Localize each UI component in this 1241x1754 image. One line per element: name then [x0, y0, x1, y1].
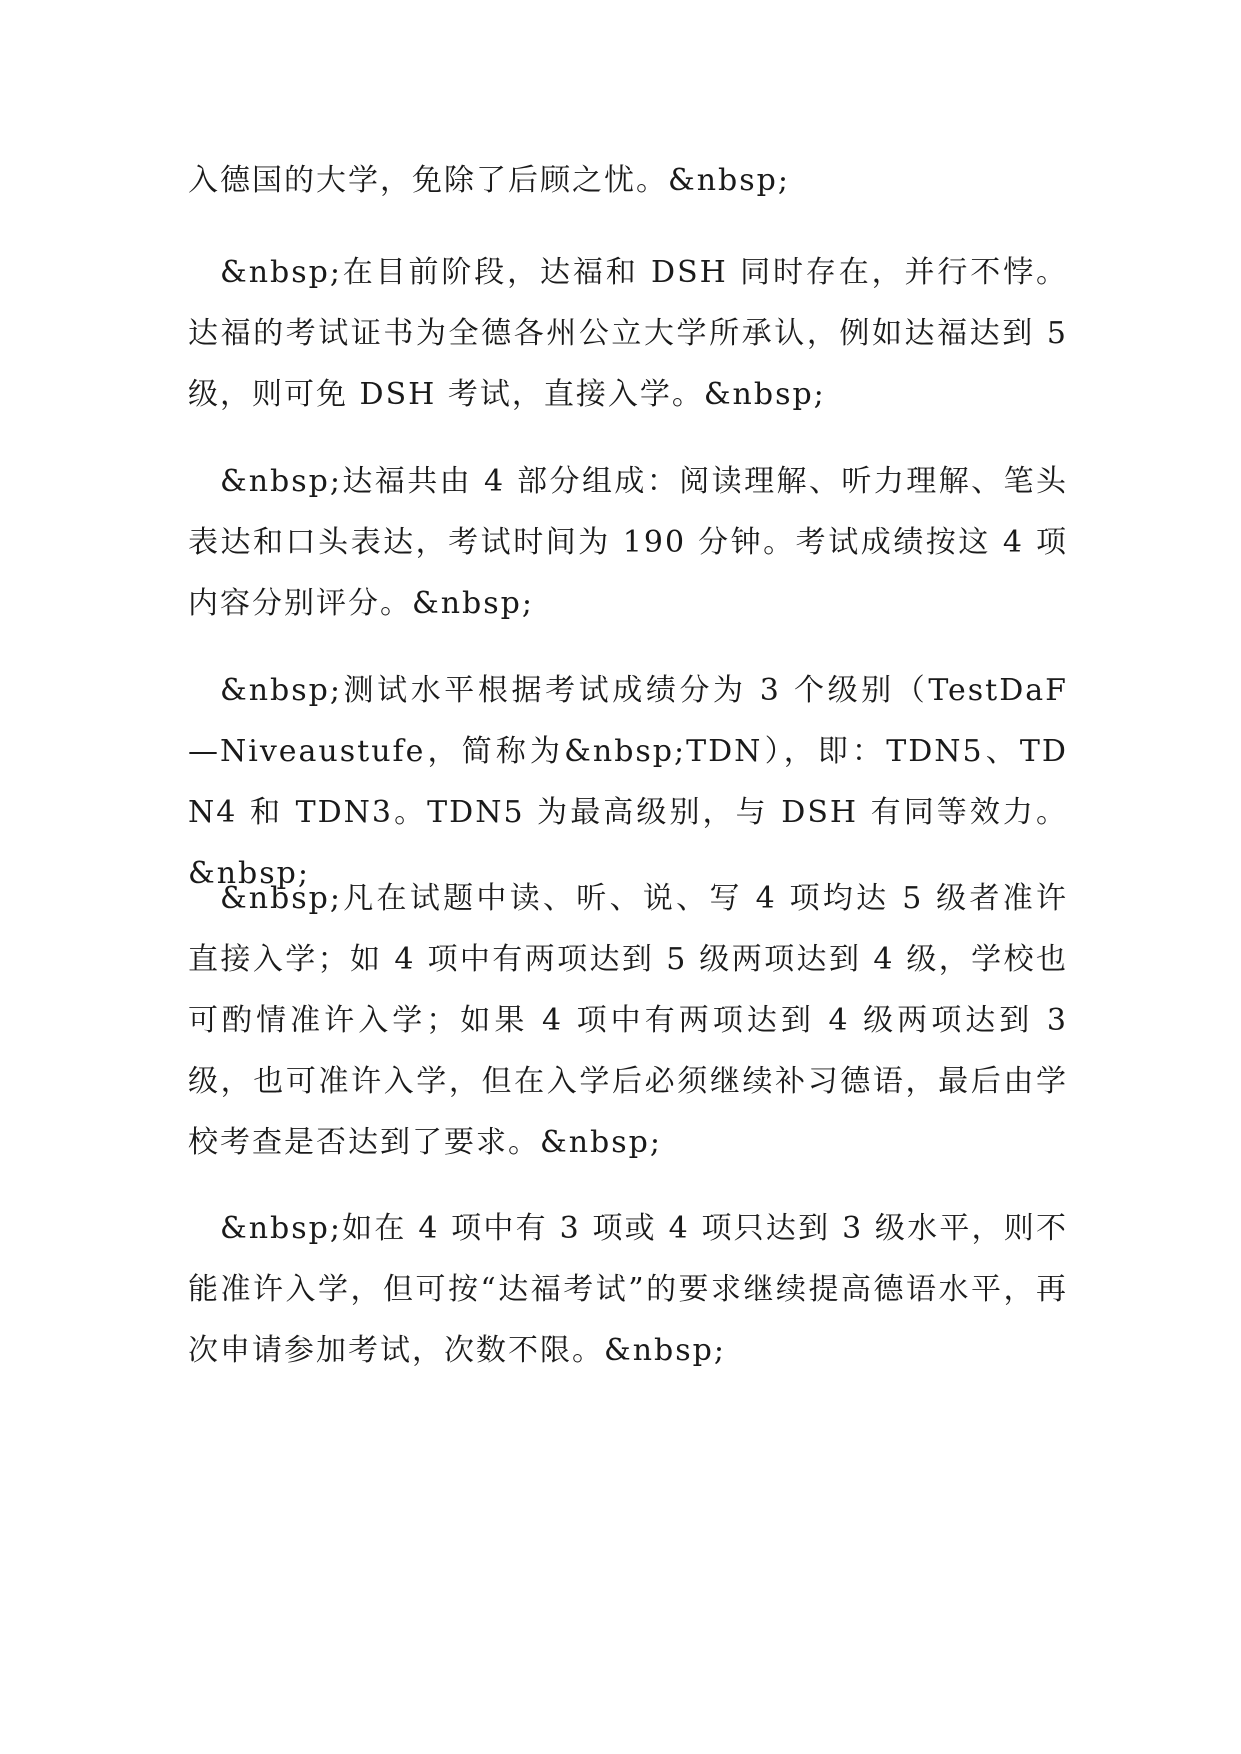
paragraph-6 [188, 1198, 1068, 1381]
paragraph-4-text: &nbsp;测试水平根据考试成绩分为 3 个级别（TestDaF—Niveaustufe，简称为&nbsp;TDN），即：TDN5、TDN4 和 TDN3。TDN5 为最高级别，与 DSH 有同等效力。&nbsp; [188, 673, 1068, 891]
paragraph-5 [188, 868, 1068, 1173]
paragraph-5-text: &nbsp;凡在试题中读、听、说、写 4 项均达 5 级者准许直接入学；如 4 项中有两项达到 5 级两项达到 4 级，学校也可酌情准许入学；如果 4 项中有两项达到 4 级两项达到 3 级，也可准许入学，但在入学后必须继续补习德语，最后由学校考查是否达到了要求。&nbsp; [188, 881, 1068, 1160]
paragraph-1 [188, 150, 1068, 211]
paragraph-3 [188, 451, 1068, 634]
paragraph-6-text: &nbsp;如在 4 项中有 3 项或 4 项只达到 3 级水平，则不能准许入学，但可按“达福考试”的要求继续提高德语水平，再次申请参加考试，次数不限。&nbsp; [188, 1211, 1068, 1368]
paragraph-3-text: &nbsp;达福共由 4 部分组成：阅读理解、听力理解、笔头表达和口头表达，考试时间为 190 分钟。考试成绩按这 4 项内容分别评分。&nbsp; [188, 464, 1068, 621]
paragraph-2 [188, 242, 1068, 425]
paragraph-1-text: 入德国的大学，免除了后顾之忧。&nbsp; [188, 163, 790, 198]
paragraph-2-text: &nbsp;在目前阶段，达福和 DSH 同时存在，并行不悖。达福的考试证书为全德各州公立大学所承认，例如达福达到 5 级，则可免 DSH 考试，直接入学。&nbsp; [188, 255, 1068, 412]
